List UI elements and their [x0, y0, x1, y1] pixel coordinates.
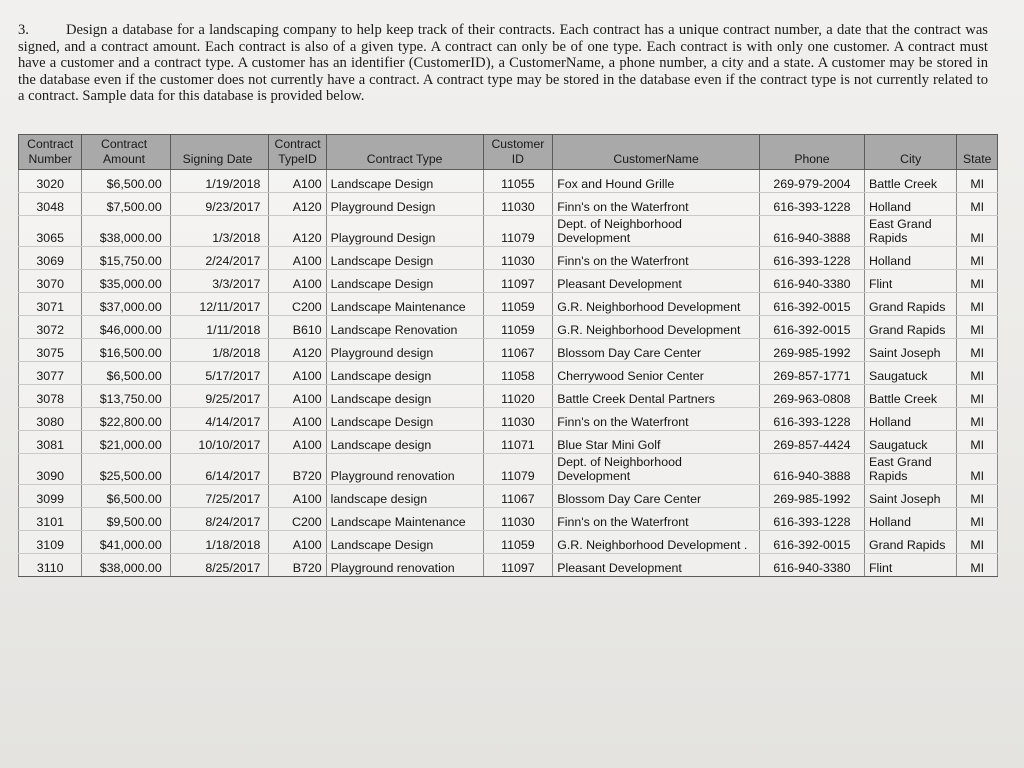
cell-customer-id: 11079	[483, 454, 553, 485]
cell-contract-type: Landscape design	[326, 431, 483, 454]
cell-phone: 616-940-3380	[759, 554, 864, 577]
cell-state: MI	[957, 485, 998, 508]
cell-contract-amount: $37,000.00	[82, 293, 170, 316]
cell-signing-date: 6/14/2017	[170, 454, 269, 485]
cell-customer-name: Finn's on the Waterfront	[553, 508, 760, 531]
header-contract-type-id: Contract TypeID	[269, 135, 326, 170]
cell-signing-date: 8/25/2017	[170, 554, 269, 577]
cell-customer-id: 11071	[483, 431, 553, 454]
cell-state: MI	[957, 193, 998, 216]
cell-signing-date: 12/11/2017	[170, 293, 269, 316]
cell-city: Grand Rapids	[864, 531, 956, 554]
cell-state: MI	[957, 508, 998, 531]
cell-contract-type-id: B720	[269, 454, 326, 485]
table-row	[19, 216, 998, 247]
cell-signing-date: 7/25/2017	[170, 485, 269, 508]
cell-signing-date: 4/14/2017	[170, 408, 269, 431]
sample-data-table-wrapper	[18, 134, 998, 577]
cell-contract-type: Landscape Maintenance	[326, 293, 483, 316]
cell-state: MI	[957, 216, 998, 247]
cell-contract-type-id: A100	[269, 485, 326, 508]
table-row	[19, 431, 998, 454]
cell-phone: 616-393-1228	[759, 247, 864, 270]
cell-phone: 616-393-1228	[759, 408, 864, 431]
cell-phone: 616-393-1228	[759, 508, 864, 531]
cell-customer-name: Finn's on the Waterfront	[553, 408, 760, 431]
table-body	[19, 170, 998, 577]
cell-customer-name: G.R. Neighborhood Development	[553, 316, 760, 339]
cell-customer-id: 11059	[483, 293, 553, 316]
cell-state: MI	[957, 362, 998, 385]
cell-contract-type: Landscape Design	[326, 270, 483, 293]
cell-phone: 616-940-3888	[759, 454, 864, 485]
cell-contract-amount: $21,000.00	[82, 431, 170, 454]
cell-customer-id: 11097	[483, 554, 553, 577]
cell-city: Battle Creek	[864, 170, 956, 193]
cell-city: Saugatuck	[864, 431, 956, 454]
cell-signing-date: 1/19/2018	[170, 170, 269, 193]
cell-customer-name: G.R. Neighborhood Development .	[553, 531, 760, 554]
cell-customer-id: 11030	[483, 408, 553, 431]
cell-signing-date: 1/18/2018	[170, 531, 269, 554]
cell-customer-id: 11067	[483, 485, 553, 508]
cell-contract-amount: $41,000.00	[82, 531, 170, 554]
cell-contract-amount: $25,500.00	[82, 454, 170, 485]
cell-state: MI	[957, 247, 998, 270]
cell-customer-id: 11059	[483, 531, 553, 554]
cell-city: East Grand Rapids	[864, 454, 956, 485]
cell-customer-name: Fox and Hound Grille	[553, 170, 760, 193]
cell-contract-type: Landscape design	[326, 362, 483, 385]
cell-contract-amount: $6,500.00	[82, 362, 170, 385]
cell-phone: 269-857-1771	[759, 362, 864, 385]
cell-contract-type-id: C200	[269, 293, 326, 316]
cell-contract-number: 3109	[19, 531, 82, 554]
table-header-row	[19, 135, 998, 170]
cell-contract-number: 3070	[19, 270, 82, 293]
cell-customer-id: 11030	[483, 508, 553, 531]
cell-contract-amount: $7,500.00	[82, 193, 170, 216]
cell-contract-number: 3078	[19, 385, 82, 408]
cell-contract-amount: $9,500.00	[82, 508, 170, 531]
cell-signing-date: 3/3/2017	[170, 270, 269, 293]
cell-phone: 616-392-0015	[759, 293, 864, 316]
cell-contract-type-id: A100	[269, 531, 326, 554]
table-row	[19, 554, 998, 577]
cell-city: Saugatuck	[864, 362, 956, 385]
cell-contract-amount: $38,000.00	[82, 216, 170, 247]
cell-customer-name: Battle Creek Dental Partners	[553, 385, 760, 408]
cell-contract-type: Playground Design	[326, 216, 483, 247]
cell-contract-type: Landscape Design	[326, 247, 483, 270]
table-row	[19, 270, 998, 293]
table-row	[19, 508, 998, 531]
table-row	[19, 193, 998, 216]
cell-contract-type: Landscape Design	[326, 408, 483, 431]
cell-contract-number: 3090	[19, 454, 82, 485]
header-customer-name: CustomerName	[553, 135, 760, 170]
table-row	[19, 485, 998, 508]
cell-customer-id: 11030	[483, 193, 553, 216]
cell-contract-type: Playground renovation	[326, 554, 483, 577]
cell-customer-name: Blossom Day Care Center	[553, 485, 760, 508]
table-row	[19, 385, 998, 408]
cell-contract-type: Landscape design	[326, 385, 483, 408]
cell-city: Holland	[864, 193, 956, 216]
cell-phone: 616-392-0015	[759, 531, 864, 554]
cell-phone: 269-963-0808	[759, 385, 864, 408]
table-row	[19, 170, 998, 193]
cell-customer-name: Dept. of Neighborhood Development	[553, 216, 760, 247]
cell-state: MI	[957, 316, 998, 339]
cell-state: MI	[957, 170, 998, 193]
cell-contract-amount: $13,750.00	[82, 385, 170, 408]
cell-customer-id: 11030	[483, 247, 553, 270]
cell-contract-number: 3081	[19, 431, 82, 454]
cell-contract-number: 3110	[19, 554, 82, 577]
header-phone: Phone	[759, 135, 864, 170]
cell-city: Flint	[864, 270, 956, 293]
table-row	[19, 531, 998, 554]
cell-contract-type: Playground Design	[326, 193, 483, 216]
cell-phone: 616-940-3888	[759, 216, 864, 247]
header-contract-number: Contract Number	[19, 135, 82, 170]
cell-state: MI	[957, 408, 998, 431]
question-number: 3.	[18, 22, 29, 38]
cell-contract-amount: $15,750.00	[82, 247, 170, 270]
cell-state: MI	[957, 339, 998, 362]
cell-contract-type-id: A120	[269, 193, 326, 216]
cell-city: Saint Joseph	[864, 339, 956, 362]
cell-contract-amount: $22,800.00	[82, 408, 170, 431]
cell-state: MI	[957, 454, 998, 485]
header-contract-type: Contract Type	[326, 135, 483, 170]
cell-city: Battle Creek	[864, 385, 956, 408]
cell-contract-amount: $16,500.00	[82, 339, 170, 362]
cell-state: MI	[957, 554, 998, 577]
cell-city: Holland	[864, 247, 956, 270]
cell-contract-number: 3080	[19, 408, 82, 431]
header-state: State	[957, 135, 998, 170]
cell-contract-number: 3072	[19, 316, 82, 339]
cell-contract-amount: $6,500.00	[82, 485, 170, 508]
cell-phone: 269-979-2004	[759, 170, 864, 193]
cell-contract-number: 3077	[19, 362, 82, 385]
cell-city: Grand Rapids	[864, 293, 956, 316]
cell-city: Holland	[864, 408, 956, 431]
cell-contract-number: 3071	[19, 293, 82, 316]
cell-contract-type: Landscape Design	[326, 531, 483, 554]
cell-state: MI	[957, 293, 998, 316]
cell-customer-id: 11059	[483, 316, 553, 339]
cell-contract-type: Landscape Maintenance	[326, 508, 483, 531]
cell-contract-type-id: A120	[269, 216, 326, 247]
header-customer-id: Customer ID	[483, 135, 553, 170]
cell-contract-type-id: A120	[269, 339, 326, 362]
cell-signing-date: 1/8/2018	[170, 339, 269, 362]
table-row	[19, 408, 998, 431]
cell-contract-type-id: A100	[269, 170, 326, 193]
cell-contract-amount: $35,000.00	[82, 270, 170, 293]
cell-customer-name: Blossom Day Care Center	[553, 339, 760, 362]
cell-customer-id: 11055	[483, 170, 553, 193]
cell-signing-date: 1/3/2018	[170, 216, 269, 247]
cell-city: East Grand Rapids	[864, 216, 956, 247]
cell-contract-number: 3101	[19, 508, 82, 531]
header-contract-amount: Contract Amount	[82, 135, 170, 170]
cell-contract-number: 3069	[19, 247, 82, 270]
header-city: City	[864, 135, 956, 170]
cell-contract-amount: $46,000.00	[82, 316, 170, 339]
cell-signing-date: 8/24/2017	[170, 508, 269, 531]
cell-state: MI	[957, 385, 998, 408]
cell-phone: 269-857-4424	[759, 431, 864, 454]
cell-contract-number: 3075	[19, 339, 82, 362]
cell-signing-date: 9/23/2017	[170, 193, 269, 216]
cell-customer-id: 11020	[483, 385, 553, 408]
cell-phone: 616-393-1228	[759, 193, 864, 216]
cell-state: MI	[957, 531, 998, 554]
cell-customer-name: Finn's on the Waterfront	[553, 193, 760, 216]
cell-contract-amount: $38,000.00	[82, 554, 170, 577]
cell-contract-type-id: A100	[269, 362, 326, 385]
question-text: Design a database for a landscaping company to help keep track of their contracts. Each contract has a unique contract number, a date that the contract was signed, and a contract amount. Each contract is also of a given type. A contract can only be of one type. Each contract is with only one customer. A contract must have a customer and a contract type. A customer has an identifier (CustomerID), a CustomerName, a phone number, a city and a state. A customer may be stored in the database even if the customer does not currently have a contract. A contract type may be stored in the database even if the contract type is not currently related to a contract. Sample data for this database is provided below.	[18, 22, 988, 105]
question-paragraph	[18, 22, 988, 105]
cell-contract-type-id: A100	[269, 431, 326, 454]
sample-data-table	[18, 134, 998, 577]
cell-city: Saint Joseph	[864, 485, 956, 508]
cell-contract-type: Landscape Design	[326, 170, 483, 193]
cell-contract-type-id: A100	[269, 270, 326, 293]
cell-customer-name: Dept. of Neighborhood Development	[553, 454, 760, 485]
cell-signing-date: 5/17/2017	[170, 362, 269, 385]
cell-signing-date: 9/25/2017	[170, 385, 269, 408]
header-signing-date: Signing Date	[170, 135, 269, 170]
cell-contract-type: landscape design	[326, 485, 483, 508]
table-row	[19, 339, 998, 362]
table-row	[19, 362, 998, 385]
cell-contract-type-id: C200	[269, 508, 326, 531]
cell-customer-name: Finn's on the Waterfront	[553, 247, 760, 270]
cell-customer-name: Blue Star Mini Golf	[553, 431, 760, 454]
cell-signing-date: 10/10/2017	[170, 431, 269, 454]
cell-contract-type-id: A100	[269, 408, 326, 431]
cell-contract-number: 3048	[19, 193, 82, 216]
cell-phone: 616-392-0015	[759, 316, 864, 339]
cell-contract-amount: $6,500.00	[82, 170, 170, 193]
cell-state: MI	[957, 431, 998, 454]
cell-state: MI	[957, 270, 998, 293]
cell-contract-type: Playground design	[326, 339, 483, 362]
cell-customer-id: 11097	[483, 270, 553, 293]
cell-signing-date: 1/11/2018	[170, 316, 269, 339]
cell-contract-type: Playground renovation	[326, 454, 483, 485]
cell-phone: 269-985-1992	[759, 339, 864, 362]
cell-customer-name: G.R. Neighborhood Development	[553, 293, 760, 316]
cell-contract-type-id: A100	[269, 247, 326, 270]
cell-customer-id: 11058	[483, 362, 553, 385]
cell-contract-type-id: B720	[269, 554, 326, 577]
cell-contract-type-id: B610	[269, 316, 326, 339]
cell-city: Grand Rapids	[864, 316, 956, 339]
table-row	[19, 247, 998, 270]
cell-phone: 269-985-1992	[759, 485, 864, 508]
cell-contract-type-id: A100	[269, 385, 326, 408]
cell-phone: 616-940-3380	[759, 270, 864, 293]
table-row	[19, 293, 998, 316]
table-row	[19, 316, 998, 339]
cell-city: Holland	[864, 508, 956, 531]
cell-signing-date: 2/24/2017	[170, 247, 269, 270]
cell-contract-number: 3099	[19, 485, 82, 508]
cell-customer-id: 11079	[483, 216, 553, 247]
cell-customer-name: Pleasant Development	[553, 554, 760, 577]
cell-contract-type: Landscape Renovation	[326, 316, 483, 339]
cell-customer-id: 11067	[483, 339, 553, 362]
cell-city: Flint	[864, 554, 956, 577]
table-row	[19, 454, 998, 485]
cell-contract-number: 3065	[19, 216, 82, 247]
cell-customer-name: Pleasant Development	[553, 270, 760, 293]
cell-customer-name: Cherrywood Senior Center	[553, 362, 760, 385]
cell-contract-number: 3020	[19, 170, 82, 193]
